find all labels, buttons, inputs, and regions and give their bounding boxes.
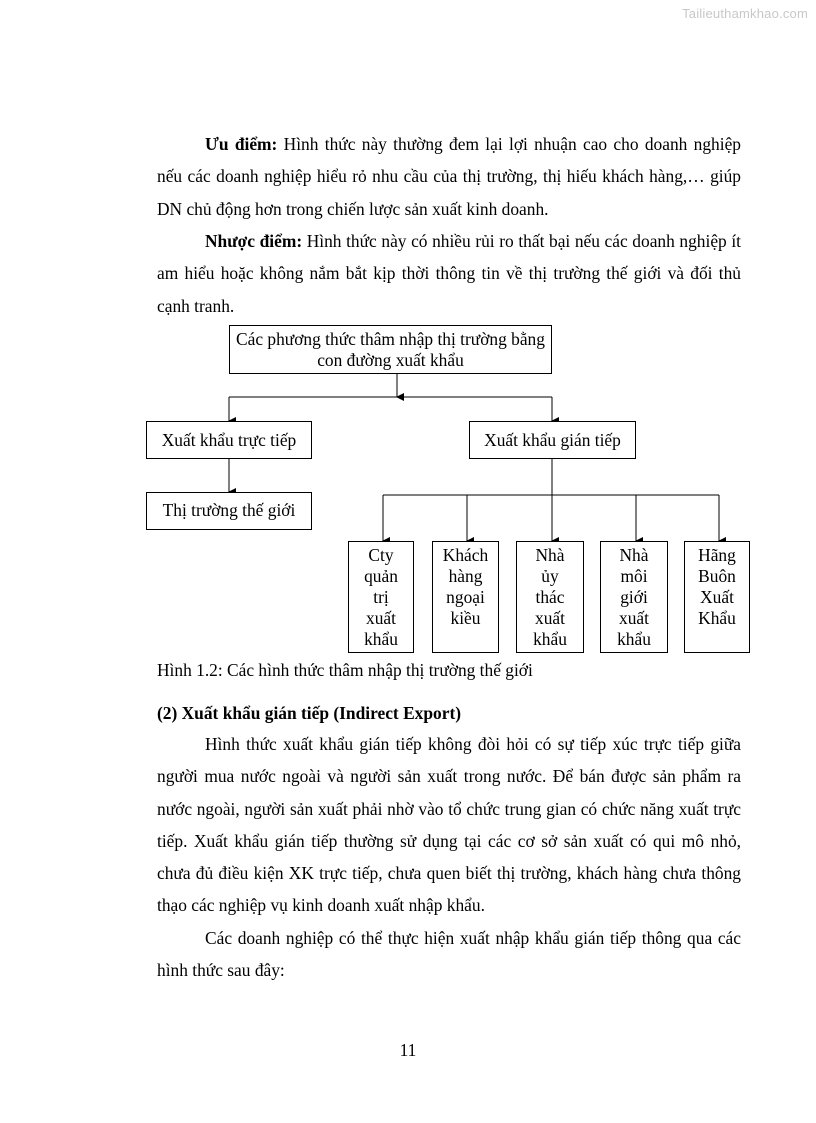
figure-caption: Hình 1.2: Các hình thức thâm nhập thị trường thế giới	[157, 660, 533, 680]
diagram-leaf-box	[432, 541, 499, 653]
diagram-leaf-label: Nhà ủy thác xuất khẩu	[533, 545, 567, 649]
diagram-direct-box	[146, 421, 312, 459]
advantages-paragraph	[157, 128, 741, 225]
diagram-leaf-label: Hãng Buôn Xuất Khẩu	[698, 545, 736, 628]
diagram-leaf-label: Nhà môi giới xuất khẩu	[617, 545, 651, 649]
section-heading: (2) Xuất khẩu gián tiếp (Indirect Export)	[157, 703, 462, 723]
diagram-leaf-box	[348, 541, 414, 653]
watermark: Tailieuthamkhao.com	[682, 6, 808, 21]
diagram-world-market-box	[146, 492, 312, 530]
diagram-leaf-label: Cty quản trị xuất khẩu	[364, 545, 398, 649]
indirect-export-paragraph: Hình thức xuất khẩu gián tiếp không đòi hỏi có sự tiếp xúc trực tiếp giữa người mua nước ngoài và người sản xuất trong nước. Để bán được sản phẩm ra nước ngoài, người sản xuất phải nhờ vào tổ chức trung gian có chức năng xuất trực tiếp. Xuất khẩu gián tiếp thường sử dụng tại các cơ sở sản xuất có qui mô nhỏ, chưa đủ điều kiện XK trực tiếp, chưa quen biết thị trường, khách hàng chưa thông thạo các nghiệp vụ kinh doanh xuất nhập khẩu.	[157, 734, 741, 916]
diagram-root-box	[229, 325, 552, 374]
diagram-leaf-box	[600, 541, 668, 653]
closing-paragraph: Các doanh nghiệp có thể thực hiện xuất nhập khẩu gián tiếp thông qua các hình thức sau đây:	[157, 928, 741, 981]
page-number: 11	[399, 1040, 417, 1060]
diagram-leaf-box	[516, 541, 584, 653]
diagram-indirect-box	[469, 421, 636, 459]
advantages-text: Hình thức này thường đem lại lợi nhuận cao cho doanh nghiệp nếu các doanh nghiệp hiểu rỏ nhu cầu của thị trường, thị hiếu khách hàng,… giúp DN chủ động hơn trong chiến lược sản xuất kinh doanh.	[157, 134, 741, 219]
advantages-label: Ưu điểm:	[205, 134, 278, 154]
disadvantages-paragraph	[157, 225, 741, 322]
diagram-indirect-label: Xuất khẩu gián tiếp	[484, 430, 621, 450]
disadvantages-label: Nhược điểm:	[205, 231, 303, 251]
diagram-world-market-label: Thị trường thế giới	[162, 500, 296, 520]
diagram-root-label: Các phương thức thâm nhập thị trường bằng con đường xuất khẩu	[236, 329, 545, 370]
diagram-direct-label: Xuất khẩu trực tiếp	[161, 430, 297, 450]
diagram-leaf-box	[684, 541, 750, 653]
diagram-leaf-label: Khách hàng ngoại kiều	[442, 545, 489, 628]
disadvantages-text: Hình thức này có nhiều rủi ro thất bại nếu các doanh nghiệp ít am hiểu hoặc không nắm bắt kịp thời thông tin về thị trường thế giới và đối thủ cạnh tranh.	[157, 231, 741, 316]
